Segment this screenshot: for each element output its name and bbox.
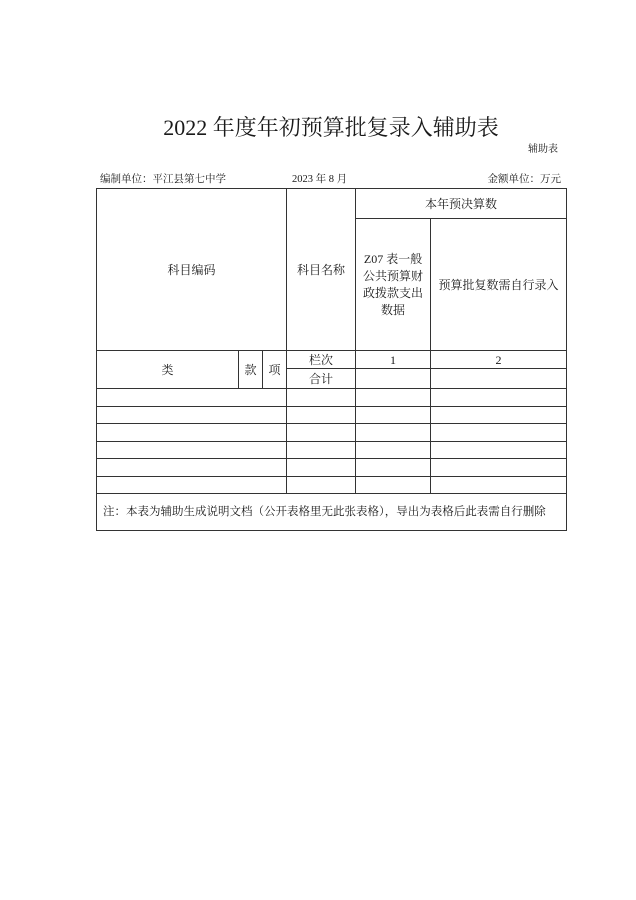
table-row: [97, 477, 567, 494]
header-z07-data-cell: [356, 219, 431, 351]
total-z07: [356, 369, 431, 389]
header-approved-input: 预算批复数需自行录入: [431, 219, 567, 351]
cell-z07: [356, 442, 431, 459]
note-row: [97, 494, 567, 531]
header-subject-name: 科目名称: [287, 189, 356, 351]
cell-approved: [431, 407, 567, 424]
header-z07-data: Z07 表一般公共预算财政拨款支出数据: [363, 251, 424, 317]
table-row: [97, 389, 567, 407]
cell-subject-name: [287, 407, 356, 424]
report-date: 2023 年 8 月: [292, 174, 348, 185]
cell-approved: [431, 459, 567, 477]
column-index-1: 1: [356, 351, 431, 369]
column-index-row: [97, 351, 567, 369]
org-unit: 编制单位：平江县第七中学: [100, 174, 226, 185]
total-label: 合计: [287, 369, 356, 389]
table-tag: 辅助表: [528, 144, 558, 155]
cell-subject-name: [287, 389, 356, 407]
cell-z07: [356, 459, 431, 477]
note-text: 注：本表为辅助生成说明文档（公开表格里无此张表格），导出为表格后此表需自行删除: [97, 494, 567, 531]
cell-subject-code: [97, 424, 287, 442]
cell-subject-code: [97, 389, 287, 407]
cell-subject-code: [97, 442, 287, 459]
sub-header-section: 款: [239, 351, 263, 389]
currency-unit: 金额单位：万元: [487, 174, 561, 185]
header-subject-code: 科目编码: [97, 189, 287, 351]
cell-z07: [356, 424, 431, 442]
page-title: 2022 年度年初预算批复录入辅助表: [163, 115, 499, 140]
cell-subject-code: [97, 477, 287, 494]
column-index-2: 2: [431, 351, 567, 369]
cell-approved: [431, 442, 567, 459]
sub-header-category: 类: [97, 351, 239, 389]
table-row: [97, 442, 567, 459]
cell-subject-name: [287, 459, 356, 477]
cell-z07: [356, 389, 431, 407]
info-row: [100, 173, 561, 187]
header-budget-group: 本年预决算数: [356, 189, 567, 219]
table-row: [97, 407, 567, 424]
cell-subject-name: [287, 477, 356, 494]
budget-table: [96, 188, 567, 531]
cell-subject-name: [287, 442, 356, 459]
column-index-label: 栏次: [287, 351, 356, 369]
cell-approved: [431, 424, 567, 442]
header-row-top: [97, 189, 567, 219]
cell-approved: [431, 477, 567, 494]
cell-z07: [356, 477, 431, 494]
sub-header-item: 项: [263, 351, 287, 389]
cell-subject-code: [97, 407, 287, 424]
table-row: [97, 424, 567, 442]
cell-subject-name: [287, 424, 356, 442]
cell-z07: [356, 407, 431, 424]
cell-approved: [431, 389, 567, 407]
cell-subject-code: [97, 459, 287, 477]
table-row: [97, 459, 567, 477]
total-approved: [431, 369, 567, 389]
